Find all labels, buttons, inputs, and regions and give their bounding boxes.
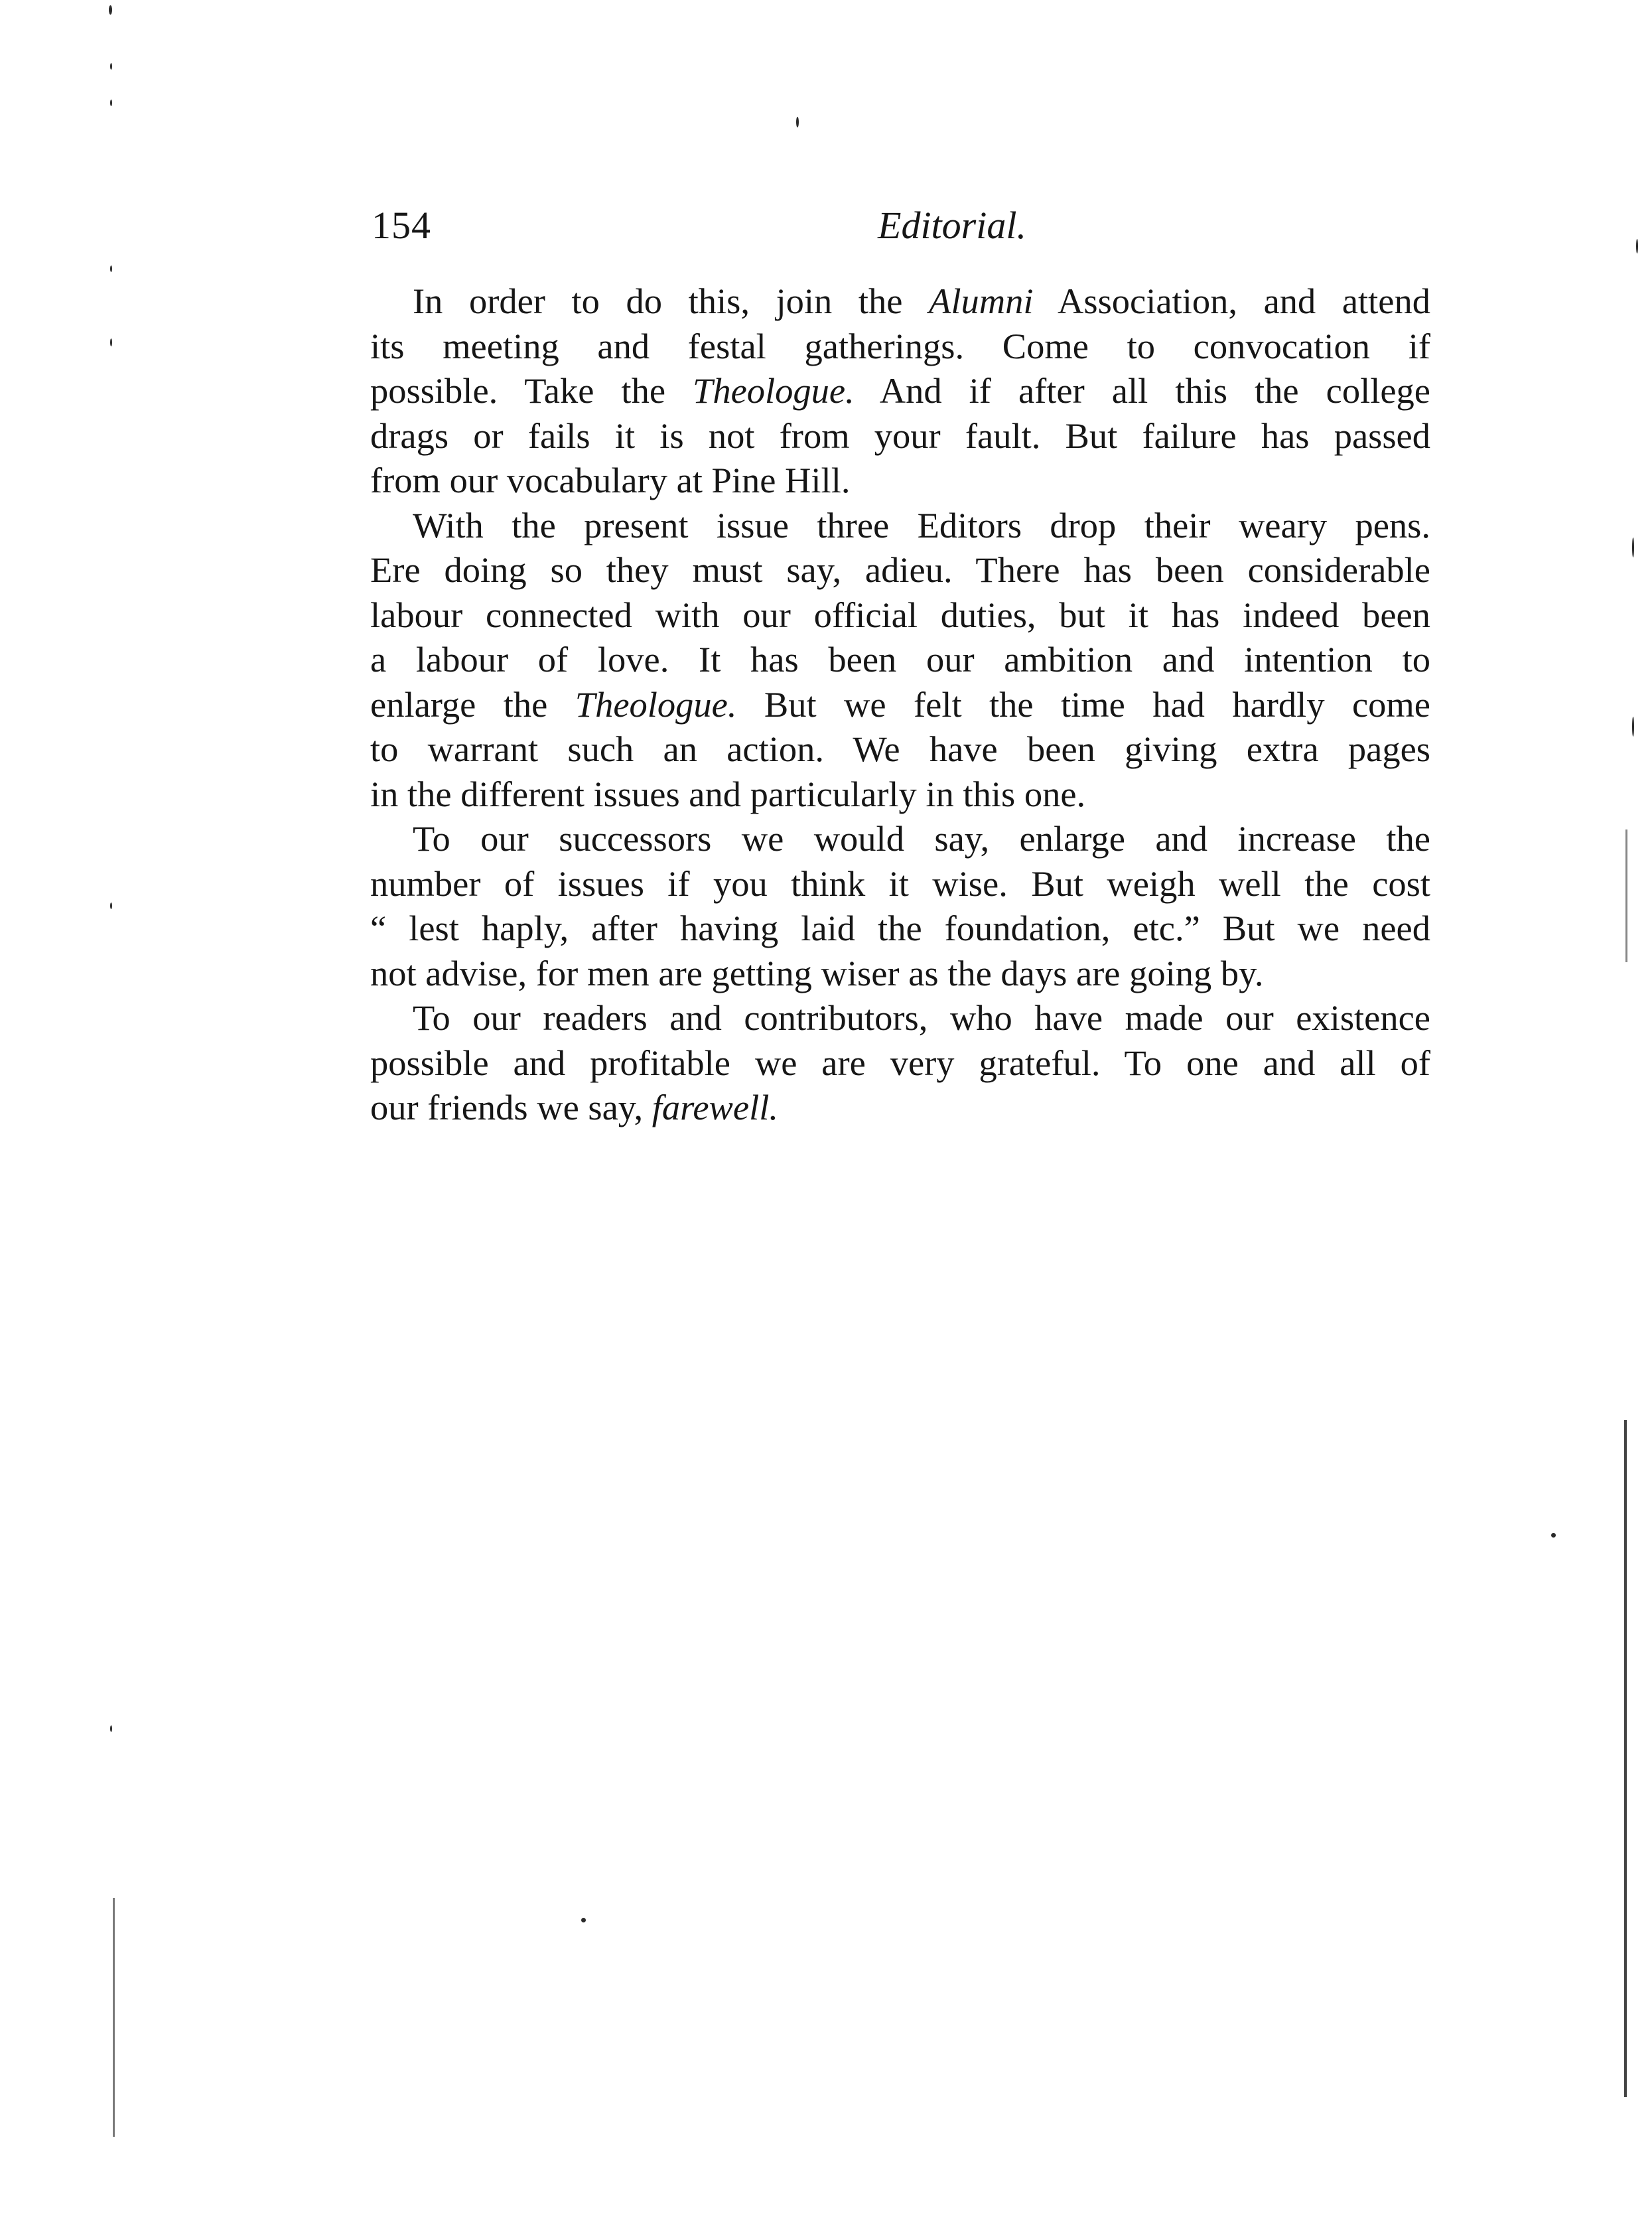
text-line: To our successors we would say, enlarge and increase the xyxy=(413,818,1430,859)
text-line: our friends we say, farewell. xyxy=(370,1087,778,1127)
text-line: its meeting and festal gatherings. Come to convocation if xyxy=(370,325,1430,366)
italic-text: Theologue. xyxy=(575,684,737,725)
text-line: In order to do this, join the Alumni Association, and attend xyxy=(413,281,1430,321)
italic-text: Theologue. xyxy=(693,370,855,411)
text-line: from our vocabulary at Pine Hill. xyxy=(370,460,851,500)
italic-text: Alumni xyxy=(929,281,1034,321)
running-head: Editorial. xyxy=(878,204,1026,247)
text-line: enlarge the Theologue. But we felt the time had hardly come xyxy=(370,684,1430,725)
margin-speck xyxy=(1636,239,1638,253)
page-header xyxy=(372,199,1433,252)
paragraph xyxy=(370,816,1430,995)
editorial-body xyxy=(370,279,1430,1130)
text-line: “ lest haply, after having laid the foundation, etc.” But we need xyxy=(370,908,1430,948)
text-line: not advise, for men are getting wiser as the days are going by. xyxy=(370,952,1264,993)
margin-line xyxy=(1625,829,1627,962)
text-line: a labour of love. It has been our ambition and intention to xyxy=(370,639,1430,680)
margin-speck xyxy=(109,5,112,15)
margin-speck xyxy=(581,1918,586,1922)
margin-line xyxy=(113,1898,115,2137)
margin-speck xyxy=(110,100,112,106)
text-line: possible and profitable we are very grateful. To one and all of xyxy=(370,1042,1430,1083)
paragraph xyxy=(370,503,1430,817)
text-line: Ere doing so they must say, adieu. There has been considerable xyxy=(370,549,1430,590)
margin-speck xyxy=(110,902,112,909)
margin-speck xyxy=(110,63,112,70)
italic-text: farewell. xyxy=(652,1087,778,1127)
text-line: To our readers and contributors, who have made our existence xyxy=(413,997,1430,1038)
text-line: With the present issue three Editors drop their weary pens. xyxy=(413,504,1430,545)
margin-speck xyxy=(1551,1533,1556,1538)
text-line: number of issues if you think it wise. But weigh well the cost xyxy=(370,863,1430,904)
margin-speck xyxy=(796,117,799,127)
text-line: possible. Take the Theologue. And if after all this the college xyxy=(370,370,1430,411)
margin-speck xyxy=(1632,538,1634,557)
text-line: drags or fails it is not from your fault. But failure has passed xyxy=(370,415,1430,456)
text-line: labour connected with our official duties, but it has indeed been xyxy=(370,594,1430,635)
text-line: in the different issues and particularly in this one. xyxy=(370,773,1086,814)
text-line: to warrant such an action. We have been giving extra pages xyxy=(370,729,1430,769)
margin-speck xyxy=(1632,717,1634,737)
margin-speck xyxy=(110,1725,112,1732)
margin-speck xyxy=(110,338,112,346)
margin-line xyxy=(1624,1420,1627,2097)
paragraph xyxy=(370,995,1430,1130)
page-number: 154 xyxy=(372,204,431,247)
margin-speck xyxy=(110,265,112,272)
paragraph xyxy=(370,279,1430,503)
